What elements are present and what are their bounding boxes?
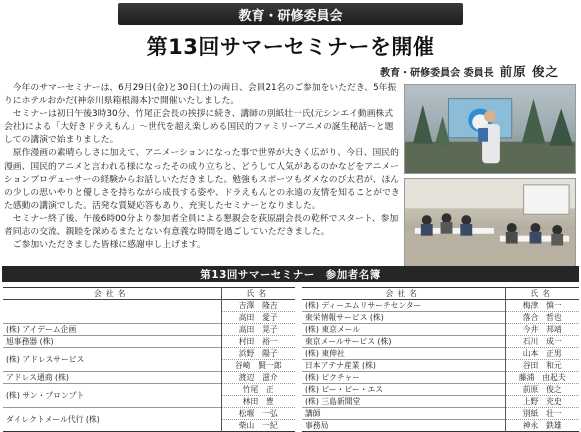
participant-name: 梅津 慎一 [505,300,579,312]
participant-name: 柴山 一紀 [221,420,295,432]
participant-row [302,372,579,384]
participant-company: (株) 東伸社 [302,348,505,360]
participant-row [3,384,295,396]
participant-name: 石川 成一 [505,336,579,348]
participant-company: 日本アテナ産業 (株) [302,360,505,372]
participant-row [302,324,579,336]
participant-company: (株) ディーエムリサーチセンター [302,300,505,312]
participant-name: 村田 裕一 [221,336,295,348]
participant-row [302,408,579,420]
article-title: 第13回サマーセミナーを開催 [146,35,435,59]
participant-name: 山本 正男 [505,348,579,360]
participant-name: 前原 俊之 [505,384,579,396]
participant-row [3,348,295,360]
participant-row [3,336,295,348]
participant-row [302,336,579,348]
participant-name: 渡辺 滋介 [221,372,295,384]
article-body [4,82,400,252]
participant-company: (株) アイデーム企画 [3,324,221,336]
participant-name: 神永 鉄雄 [505,420,579,432]
participant-row [302,348,579,360]
participant-company: (株) ピクチャー [302,372,505,384]
participant-row [302,420,579,432]
article-paragraph: セミナーは初日午後3時30分、竹尾正会長の挨拶に続き、講師の別紙壮一氏(元シンエイ動画株式会社)による「大好きドラえもん」～世代を超え楽しめる国民的ファミリーアニメの誕生秘話～と題しての講演で始まりました。 [4,109,394,146]
article-paragraph: セミナー終了後、午後6時00分より参加者全員による懇親会を荻原副会長の乾杯でスタート、参加者同志の交流、親睦を深めるまたとない有意義な時間を過ごしていただきました。 [4,213,399,238]
participant-row [3,324,295,336]
participant-company: (株) 三島新聞堂 [302,396,505,408]
participant-name: 上野 充史 [505,396,579,408]
participant-company: 旭事務器 (株) [3,336,221,348]
participant-name: 別紙 壮一 [505,408,579,420]
participant-row [3,300,295,312]
participant-company: 東栄情報サービス (株) [302,312,505,324]
participant-name: 吉澤 隆吉 [221,300,295,312]
participant-name: 谷田 和元 [505,360,579,372]
participant-name: 落合 哲也 [505,312,579,324]
participant-name: 浜野 陽子 [221,348,295,360]
author-role: 教育・研修委員会 委員長 [380,68,494,79]
participant-name: 今井 邦靖 [505,324,579,336]
participant-company: 事務局 [302,420,505,432]
article-paragraph: 今年のサマーセミナーは、6月29日(金)と30日(土)の両日、会員21名のご参加をいただき、5年振りにホテルおかだ(神奈川県箱根湯本)で開催いたしました。 [4,83,397,107]
column-header-company: 会社名 [3,288,221,300]
participant-company: アドレス通商 (株) [3,372,221,384]
article-paragraph: ご参加いただきました皆様に感謝申し上げます。 [12,240,206,251]
participant-name: 竹尾 正 [221,384,295,396]
article-paragraph: 原作漫画の素晴らしさに加えて、アニメーションになった事で世界が大きく広がり、今日、国民的漫画、国民的アニメと言われる様になったその成り立ちと、どうして人気があるのかなどをアニメーションプロデューサーの経験からお話しいただきました。勉強もスポーツもダメなのび太君が、ほんの少しの思いやりと優しさを持ちながら成長する姿や、ドラえもんとの永遠の友情を知ることができた感動の講演でした。活発な質疑応答もあり、充実したセミナーとなりました。 [4,148,400,211]
committee-name: 教育・研修委員会 [238,8,343,24]
participant-company: 講師 [302,408,505,420]
participant-company: (株) 東京メール [302,324,505,336]
participant-table-left [3,287,295,432]
committee-banner [118,3,463,25]
participant-name: 高田 晃子 [221,324,295,336]
participant-row [302,384,579,396]
participant-row [302,312,579,324]
participant-name: 谷崎 賢一郎 [221,360,295,372]
participant-table-right [302,287,579,432]
author-name: 前原 俊之 [499,64,559,79]
audience-photo [404,178,576,268]
participants-banner [2,266,579,282]
speaker-photo [404,84,576,174]
participant-row [3,408,295,420]
column-header-company: 会社名 [302,288,505,300]
participant-company: (株) アドレスサービス [3,348,221,372]
participant-company: (株) サン・プロンプト [3,384,221,408]
participant-name: 藤浦 由起夫 [505,372,579,384]
participant-company [3,300,221,324]
participant-row [302,396,579,408]
participant-name: 林田 豊 [221,396,295,408]
participant-company: 東京メールサービス (株) [302,336,505,348]
author-byline [380,62,559,80]
column-header-name: 氏名 [221,288,295,300]
participants-title: 第13回サマーセミナー 参加者名簿 [200,268,381,281]
participant-row [3,372,295,384]
participant-row [302,300,579,312]
participant-row [302,360,579,372]
participant-name: 松堰 一弘 [221,408,295,420]
participant-company: ダイレクトメール代行 (株) [3,408,221,432]
participant-name: 高田 愛子 [221,312,295,324]
column-header-name: 氏名 [505,288,579,300]
participant-company: (株) ピー・ピー・エス [302,384,505,396]
